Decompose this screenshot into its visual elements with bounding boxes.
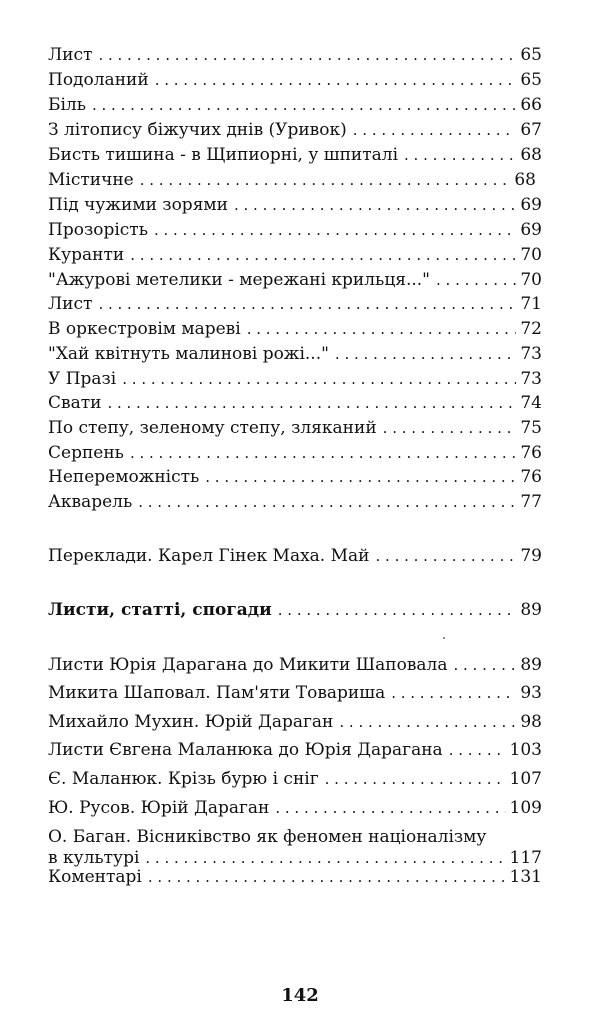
- toc-title: Під чужими зорями: [48, 195, 228, 215]
- toc-page-number: 93: [520, 683, 542, 703]
- dot-leader: [234, 195, 516, 215]
- toc-page-number: 103: [509, 740, 542, 760]
- toc-page-number: 66: [520, 95, 542, 115]
- toc-page-number: 69: [520, 195, 542, 215]
- toc-page-number: 70: [520, 245, 542, 265]
- toc-title-first-line: О. Баган. Вісниківство як феномен націоналізму: [48, 827, 487, 847]
- page-number: 142: [281, 985, 319, 1006]
- toc-entry: [48, 170, 536, 190]
- toc-title: Микита Шаповал. Пам'яти Товариша: [48, 683, 386, 703]
- toc-page-number: 77: [520, 492, 542, 512]
- toc-title: Михайло Мухин. Юрій Дараган: [48, 712, 334, 732]
- toc-page-number: 65: [520, 70, 542, 90]
- dot-leader: [383, 418, 517, 438]
- dot-leader: [436, 270, 516, 290]
- toc-entry: [48, 683, 542, 703]
- dot-leader: [130, 245, 516, 265]
- toc-title: Листи, статті, спогади: [48, 600, 272, 620]
- dot-leader: [339, 712, 516, 732]
- toc-title: Куранти: [48, 245, 125, 265]
- toc-entry: [48, 443, 542, 463]
- toc-entry: [48, 195, 542, 215]
- toc-page-number: 89: [520, 600, 542, 620]
- toc-title: Біль: [48, 95, 86, 115]
- dot-leader: [449, 740, 506, 760]
- toc-entry: [48, 344, 542, 364]
- toc-title: Серпень: [48, 443, 124, 463]
- toc-section-heading: [48, 600, 542, 620]
- toc-title: Бисть тишина - в Щипиорні, у шпиталі: [48, 145, 399, 165]
- toc-page-number: 74: [520, 393, 542, 413]
- dot-leader: [130, 443, 516, 463]
- toc-title: Переклади. Карел Гінек Маха. Май: [48, 546, 370, 566]
- dot-leader: [140, 170, 511, 190]
- dot-leader: [145, 848, 505, 868]
- toc-page-number: 107: [509, 769, 542, 789]
- toc-title: З літопису біжучих днів (Уривок): [48, 120, 347, 140]
- toc-page-number: 98: [520, 712, 542, 732]
- toc-entry: [48, 369, 542, 389]
- toc-entry: [48, 740, 542, 760]
- toc-title: "Ажурові метелики - мережані крильця...": [48, 270, 431, 290]
- toc-page-number: 67: [520, 120, 542, 140]
- toc-entry: [48, 712, 542, 732]
- toc-entry: [48, 393, 542, 413]
- dot-leader: [404, 145, 516, 165]
- toc-page-number: 73: [520, 369, 542, 389]
- toc-page-number: 71: [520, 294, 542, 314]
- toc-title: Акварель: [48, 492, 133, 512]
- toc-entry: [48, 492, 542, 512]
- toc-entry: [48, 95, 542, 115]
- toc-page-number: 73: [520, 344, 542, 364]
- dot-leader: [148, 867, 506, 887]
- toc-entry: [48, 798, 542, 818]
- toc-title: Прозорість: [48, 220, 148, 240]
- toc-page-number: 79: [520, 546, 542, 566]
- toc-entry: [48, 467, 542, 487]
- toc-title: Листи Юрія Дарагана до Микити Шаповала: [48, 655, 448, 675]
- dot-leader: [335, 344, 516, 364]
- toc-entry: [48, 145, 542, 165]
- toc-page-number: 68: [520, 145, 542, 165]
- toc-title: Є. Маланюк. Крізь бурю і сніг: [48, 769, 319, 789]
- toc-entry: [48, 45, 542, 65]
- dot-leader: [391, 683, 516, 703]
- toc-entry: [48, 294, 542, 314]
- toc-title: Ю. Русов. Юрій Дараган: [48, 798, 270, 818]
- dot-leader: [325, 769, 506, 789]
- toc-page-number: 69: [520, 220, 542, 240]
- toc-title: Лист: [48, 45, 93, 65]
- toc-entry: [48, 319, 542, 339]
- toc-entry: [48, 220, 542, 240]
- dot-leader: [92, 95, 516, 115]
- toc-entry: [48, 848, 542, 868]
- dot-leader: [98, 294, 516, 314]
- toc-page-number: 72: [520, 319, 542, 339]
- dot-leader: [247, 319, 517, 339]
- toc-title: Листи Євгена Маланюка до Юрія Дарагана: [48, 740, 443, 760]
- toc-page-number: 65: [520, 45, 542, 65]
- toc-entry: [48, 418, 542, 438]
- toc-title: По степу, зеленому степу, зляканий: [48, 418, 377, 438]
- toc-page-number: 76: [520, 443, 542, 463]
- dot-leader: [205, 467, 516, 487]
- toc-page-number: 75: [520, 418, 542, 438]
- toc-entry: [48, 270, 542, 290]
- toc-entry: [48, 70, 542, 90]
- print-speck: [443, 637, 445, 639]
- toc-title: Містичне: [48, 170, 134, 190]
- toc-title-second-line: в культурі: [48, 848, 140, 868]
- toc-page-number: 68: [514, 170, 536, 190]
- dot-leader: [154, 220, 516, 240]
- toc-entry: [48, 655, 542, 675]
- dot-leader: [278, 600, 517, 620]
- toc-entry-section: [48, 546, 542, 566]
- toc-entry: [48, 120, 542, 140]
- toc-title: Подоланий: [48, 70, 149, 90]
- dot-leader: [107, 393, 516, 413]
- dot-leader: [98, 45, 516, 65]
- toc-title: У Празі: [48, 369, 117, 389]
- toc-title: Коментарі: [48, 867, 142, 887]
- toc-page-number: 89: [520, 655, 542, 675]
- dot-leader: [155, 70, 517, 90]
- toc-page-number: 109: [509, 798, 542, 818]
- dot-leader: [275, 798, 505, 818]
- toc-title: Лист: [48, 294, 93, 314]
- dot-leader: [353, 120, 517, 140]
- toc-page-number: 76: [520, 467, 542, 487]
- toc-entry: [48, 867, 542, 887]
- dot-leader: [122, 369, 516, 389]
- toc-entry: [48, 769, 542, 789]
- toc-title: "Хай квітнуть малинові рожі...": [48, 344, 329, 364]
- dot-leader: [138, 492, 516, 512]
- toc-page-number: 70: [520, 270, 542, 290]
- dot-leader: [453, 655, 516, 675]
- toc-title: Непереможність: [48, 467, 200, 487]
- toc-page-number: 131: [509, 867, 542, 887]
- toc-title: Свати: [48, 393, 102, 413]
- dot-leader: [376, 546, 517, 566]
- toc-page-number: 117: [509, 848, 542, 868]
- toc-title: В оркестровім мареві: [48, 319, 241, 339]
- toc-entry: [48, 245, 542, 265]
